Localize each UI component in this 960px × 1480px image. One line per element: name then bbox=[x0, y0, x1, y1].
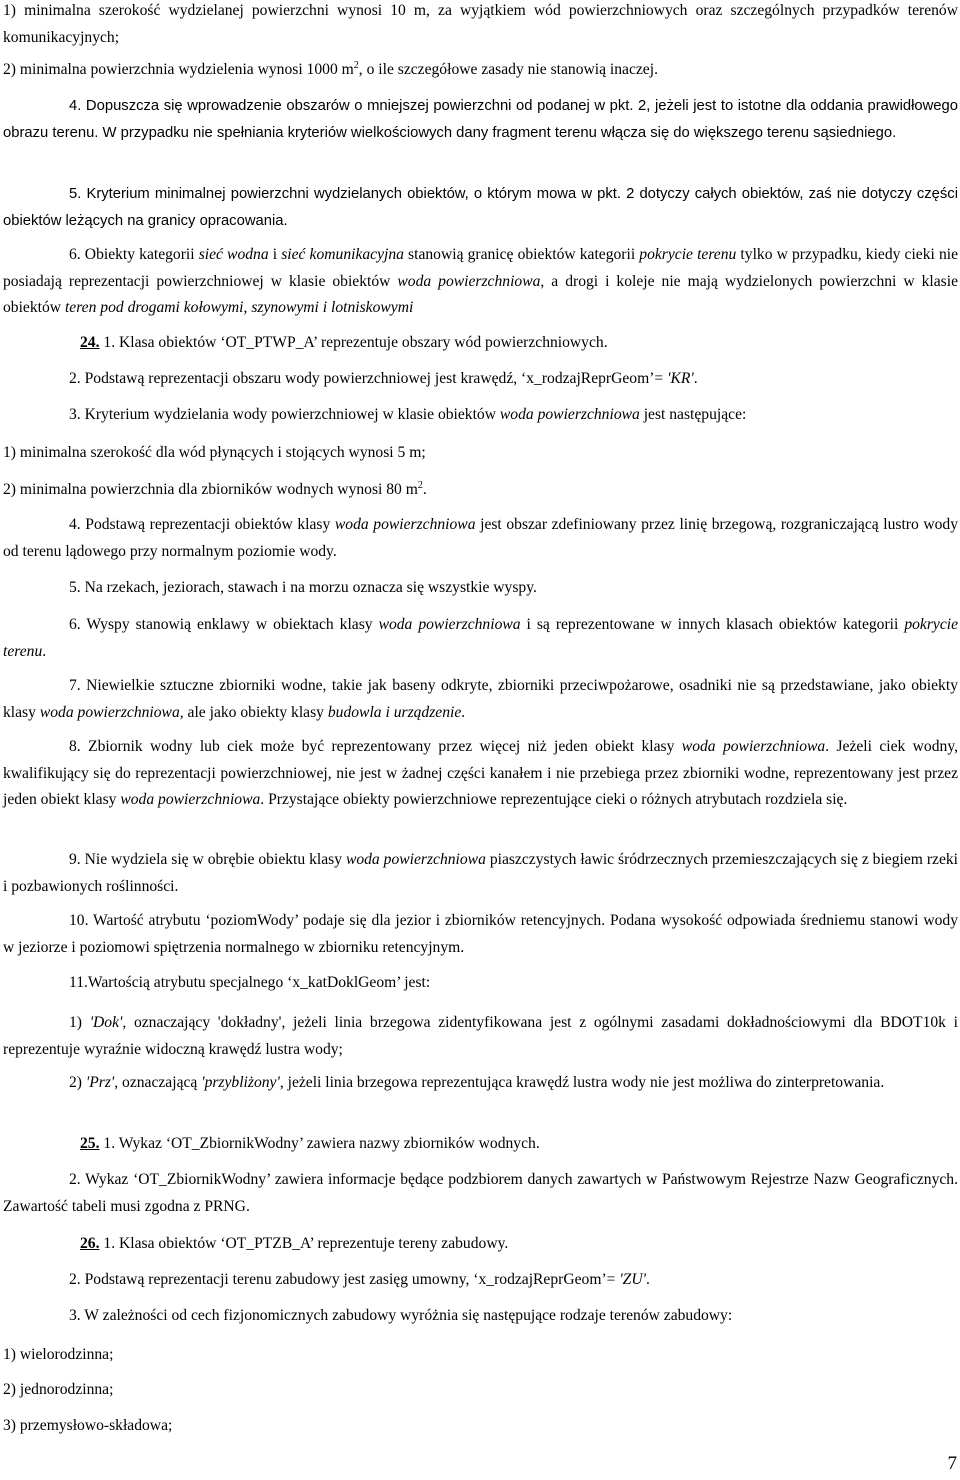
text: i są reprezentowane w innych klasach obiektów kategorii bbox=[520, 616, 905, 633]
text: 2) minimalna powierzchnia dla zbiorników wodnych wynosi 80 m bbox=[3, 481, 418, 498]
paragraph bbox=[3, 734, 958, 814]
italic-term: woda powierzchniowa bbox=[334, 516, 476, 533]
paragraph bbox=[3, 512, 958, 565]
text: 2) jednorodzinna; bbox=[3, 1381, 114, 1398]
text: 2. Podstawą reprezentacji terenu zabudowy jest zasięg umowny, ‘x_rodzajReprGeom’= bbox=[69, 1271, 620, 1288]
text: 2) bbox=[69, 1074, 86, 1091]
italic-term: woda powierzchniowa bbox=[397, 272, 541, 290]
text: , ale jako obiekty klasy bbox=[179, 703, 328, 721]
paragraph bbox=[3, 612, 958, 665]
text: 9. Nie wydziela się w obrębie obiektu klasy bbox=[69, 851, 346, 868]
text: stanowią granicę obiektów kategorii bbox=[403, 246, 640, 263]
text: 1. Klasa obiektów ‘OT_PTZB_A’ reprezentuje tereny zabudowy. bbox=[99, 1235, 509, 1252]
paragraph bbox=[3, 440, 958, 467]
section-number: 25. bbox=[80, 1135, 100, 1152]
text: 3. Kryterium wydzielania wody powierzchniowej w klasie obiektów bbox=[69, 406, 500, 423]
text: 2) minimalna powierzchnia wydzielenia wynosi 1000 m bbox=[3, 61, 354, 78]
text: 3) przemysłowo-składowa; bbox=[3, 1417, 173, 1434]
text: , oznaczającą bbox=[114, 1074, 202, 1091]
page-number: 7 bbox=[947, 1453, 957, 1474]
text: 5. Na rzekach, jeziorach, stawach i na morzu oznacza się wszystkie wyspy. bbox=[69, 579, 537, 596]
paragraph bbox=[3, 1267, 958, 1294]
text: 4. Dopuszcza się wprowadzenie obszarów o mniejszej powierzchni od podanej w pkt. 2, jeżeli jest to istotne dla oddania prawidłowego obrazu terenu. W przypadku nie spełniania kryteriów wielkościowych dany fragment terenu włącza się do większego terenu sąsiedniego. bbox=[3, 98, 958, 141]
paragraph bbox=[3, 575, 958, 602]
text: jest obszar zdefiniowany przez linię brzegową, rozgraniczającą lustro wody od terenu lądowego przy normalnym poziomie wody. bbox=[3, 516, 959, 560]
text: 11.Wartością atrybutu specjalnego ‘x_katDoklGeom’ jest: bbox=[69, 974, 431, 991]
text: . bbox=[645, 1271, 650, 1288]
text: 1. Wykaz ‘OT_ZbiornikWodny’ zawiera nazwy zbiorników wodnych. bbox=[99, 1135, 540, 1152]
paragraph bbox=[3, 57, 958, 84]
paragraph bbox=[3, 181, 958, 234]
paragraph bbox=[3, 847, 958, 900]
text: . Przystające obiekty powierzchniowe reprezentujące cieki o różnych atrybutach rozdziela się. bbox=[260, 791, 848, 808]
italic-term: woda powierzchniowa bbox=[39, 703, 180, 721]
text: 4. Podstawą reprezentacji obiektów klasy bbox=[69, 516, 335, 533]
text: 6. Wyspy stanowią enklawy w obiektach klasy bbox=[69, 616, 379, 633]
italic-term: teren pod drogami kołowymi, szynowymi i lotniskowymi bbox=[64, 299, 414, 316]
section-number: 24. bbox=[80, 334, 100, 351]
text: 7. Niewielkie sztuczne zbiorniki wodne, takie jak baseny odkryte, zbiorniki przeciwpożarowe, osadniki nie są przedstawiane, jako obiekty klasy bbox=[3, 677, 958, 721]
italic-term: sieć wodna bbox=[198, 246, 269, 263]
paragraph bbox=[3, 0, 958, 51]
italic-term: woda powierzchniowa bbox=[120, 791, 261, 808]
text: . bbox=[461, 703, 466, 721]
paragraph bbox=[3, 1010, 958, 1063]
text: 1. Klasa obiektów ‘OT_PTWP_A’ reprezentuje obszary wód powierzchniowych. bbox=[99, 334, 608, 351]
text: piaszczystych ławic śródrzecznych przemieszczających się z biegiem rzeki i pozbawionych roślinności. bbox=[3, 851, 958, 895]
paragraph bbox=[3, 1342, 958, 1369]
superscript: 2 bbox=[353, 59, 359, 71]
paragraph bbox=[3, 1413, 958, 1440]
italic-term: 'KR' bbox=[667, 370, 694, 387]
text: 6. Obiekty kategorii bbox=[69, 246, 199, 263]
text: tylko w przypadku, kiedy cieki nie posiadają reprezentacji powierzchniowej w klasie obiektów bbox=[3, 246, 959, 290]
paragraph bbox=[3, 93, 958, 146]
paragraph bbox=[3, 1377, 958, 1404]
paragraph bbox=[3, 970, 958, 997]
text: 2. Wykaz ‘OT_ZbiornikWodny’ zawiera informacje będące podzbiorem danych zawartych w Państwowym Rejestrze Nazw Geograficznych. Zawartość tabeli musi zgodna z PRNG. bbox=[3, 1171, 958, 1215]
paragraph bbox=[3, 402, 958, 429]
text: , o ile szczegółowe zasady nie stanowią inaczej. bbox=[358, 61, 658, 78]
paragraph bbox=[3, 908, 958, 961]
paragraph bbox=[3, 1167, 958, 1220]
text: . bbox=[42, 642, 47, 660]
italic-term: woda powierzchniowa bbox=[499, 406, 640, 423]
italic-term: pokrycie terenu bbox=[639, 246, 737, 263]
italic-term: 'ZU' bbox=[619, 1271, 646, 1288]
text: 5. Kryterium minimalnej powierzchni wydzielanych obiektów, o którym mowa w pkt. 2 dotyczy całych obiektów, zaś nie dotyczy części obiektów leżących na granicy opracowania. bbox=[3, 186, 958, 229]
paragraph bbox=[3, 366, 958, 393]
superscript: 2 bbox=[417, 479, 423, 491]
text: 8. Zbiornik wodny lub ciek może być reprezentowany przez więcej niż jeden obiekt klasy bbox=[69, 738, 682, 755]
text: 1) bbox=[69, 1014, 90, 1031]
text: . Jeżeli ciek wodny, kwalifikujący się do reprezentacji powierzchniowej, nie jest w żadnej części kanałem i nie przebiega przez zbiorniki wodne, reprezentowany jest przez jeden obiekt klasy bbox=[3, 738, 958, 808]
section-heading bbox=[80, 1231, 950, 1258]
text: , oznaczający 'dokładny', jeżeli linia brzegowa zidentyfikowana jest z ogólnymi zasadami dokładnościowymi dla BDOT10k i reprezentuje wyraźnie widoczną krawędź lustra wody; bbox=[3, 1014, 958, 1058]
paragraph bbox=[3, 1070, 958, 1097]
text: jest następujące: bbox=[639, 406, 747, 423]
text: 1) minimalna szerokość wydzielanej powierzchni wynosi 10 m, za wyjątkiem wód powierzchniowych oraz szczególnych przypadków terenów komunikacyjnych; bbox=[3, 2, 958, 46]
paragraph bbox=[3, 477, 958, 504]
italic-term: sieć komunikacyjna bbox=[281, 246, 404, 263]
section-heading bbox=[80, 330, 950, 357]
text: , a drogi i koleje nie mają wydzielonych powierzchni w klasie obiektów bbox=[3, 272, 959, 316]
text: 3. W zależności od cech fizjonomicznych zabudowy wyróżnia się następujące rodzaje terenów zabudowy: bbox=[69, 1307, 733, 1324]
italic-term: pokrycie terenu bbox=[3, 616, 958, 660]
italic-term: budowla i urządzenie bbox=[327, 703, 462, 721]
section-number: 26. bbox=[80, 1235, 100, 1252]
paragraph bbox=[3, 1303, 958, 1330]
paragraph bbox=[3, 242, 958, 322]
italic-term: woda powierzchniowa bbox=[378, 616, 521, 633]
text: 1) wielorodzinna; bbox=[3, 1346, 114, 1363]
italic-term: 'Prz' bbox=[85, 1074, 115, 1091]
text: . bbox=[422, 481, 427, 498]
text: , jeżeli linia brzegowa reprezentująca krawędź lustra wody nie jest możliwa do zinterpretowania. bbox=[279, 1074, 885, 1091]
italic-term: 'Dok' bbox=[89, 1014, 123, 1031]
italic-term: 'przybliżony' bbox=[201, 1074, 280, 1091]
text: 2. Podstawą reprezentacji obszaru wody powierzchniowej jest krawędź, ‘x_rodzajReprGeom’= bbox=[69, 370, 668, 387]
text: i bbox=[268, 246, 282, 263]
italic-term: woda powierzchniowa bbox=[681, 738, 826, 755]
italic-term: woda powierzchniowa bbox=[345, 851, 486, 868]
text: 10. Wartość atrybutu ‘poziomWody’ podaje się dla jezior i zbiorników retencyjnych. Podana wysokość odpowiada średniemu stanowi wody w jeziorze i poziomowi spiętrzenia normalnego w zbiorniku retencyjnym. bbox=[3, 912, 958, 956]
text: . bbox=[693, 370, 698, 387]
text: 1) minimalna szerokość dla wód płynących i stojących wynosi 5 m; bbox=[3, 444, 426, 461]
section-heading bbox=[80, 1131, 950, 1158]
paragraph bbox=[3, 673, 958, 726]
